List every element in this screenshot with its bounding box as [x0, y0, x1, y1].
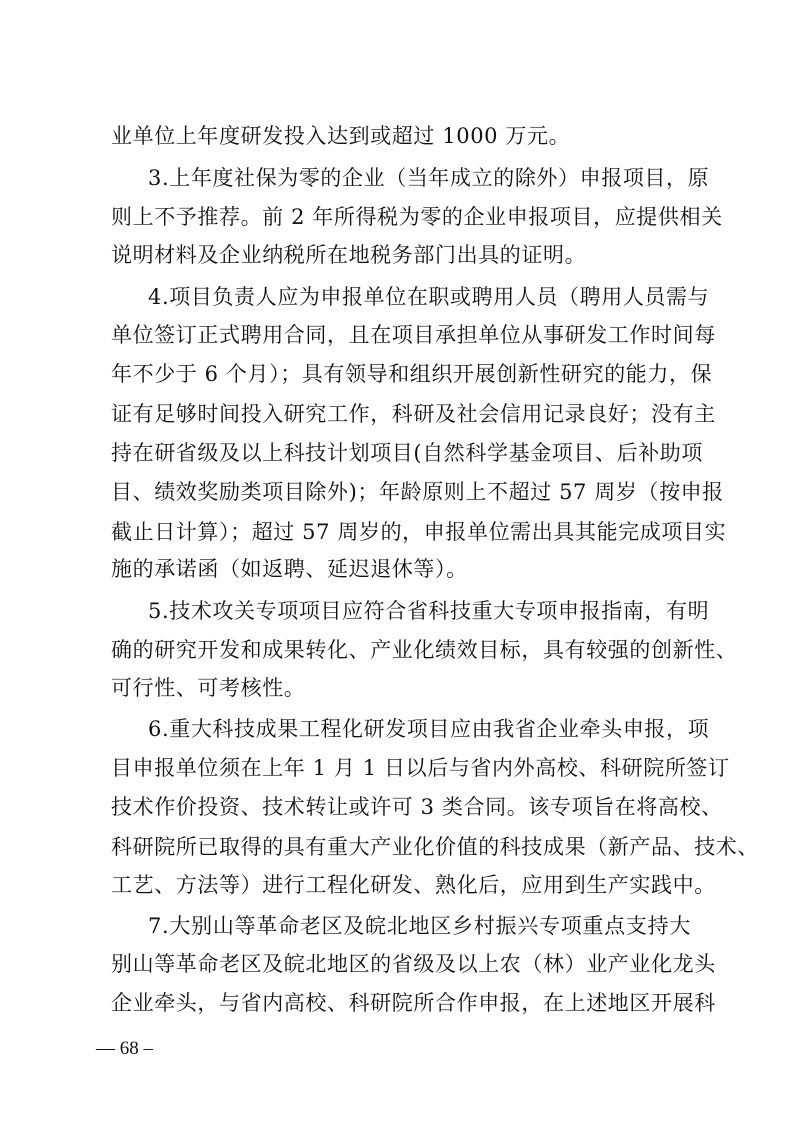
text-line: 说明材料及企业纳税所在地税务部门出具的证明。: [111, 243, 587, 267]
text-line: 施的承诺函（如返聘、延迟退休等）。: [111, 557, 468, 581]
text-line: 年不少于 6 个月）；具有领导和组织开展创新性研究的能力，保: [111, 362, 713, 386]
text-line: 则上不予推荐。前 2 年所得税为零的企业申报项目，应提供相关: [111, 205, 723, 229]
text-line: 截止日计算）；超过 57 周岁的，申报单位需出具其能完成项目实: [111, 520, 727, 544]
text-line: 工艺、方法等）进行工程化研发、熟化后，应用到生产实践中。: [111, 873, 716, 897]
text-line: 科研院所已取得的具有重大产业化价值的科技成果（新产品、技术、: [111, 835, 759, 859]
text-line: 单位签订正式聘用合同，且在项目承担单位从事研发工作时间每: [111, 323, 716, 347]
text-line: 7.大别山等革命老区及皖北地区乡村振兴专项重点支持大: [148, 914, 691, 938]
text-line: 持在研省级及以上科技计划项目(自然科学基金项目、后补助项: [111, 441, 703, 465]
text-line: 业单位上年度研发投入达到或超过 1000 万元。: [111, 124, 571, 148]
text-line: 证有足够时间投入研究工作，科研及社会信用记录良好；没有主: [111, 402, 716, 426]
text-line: 目申报单位须在上年 1 月 1 日以后与省内外高校、科研院所签订: [111, 756, 730, 780]
text-line: 确的研究开发和成果转化、产业化绩效目标，具有较强的创新性、: [111, 638, 738, 662]
page-number: — 68 –: [96, 1038, 153, 1059]
text-line: 4.项目负责人应为申报单位在职或聘用人员（聘用人员需与: [148, 285, 710, 309]
text-line: 5.技术攻关专项项目应符合省科技重大专项申报指南，有明: [148, 599, 710, 623]
text-line: 可行性、可考核性。: [111, 676, 306, 700]
text-line: 技术作价投资、技术转让或许可 3 类合同。该专项旨在将高校、: [111, 795, 723, 819]
text-line: 目、绩效奖励类项目除外)；年龄原则上不超过 57 周岁（按申报: [111, 480, 724, 504]
text-line: 6.重大科技成果工程化研发项目应由我省企业牵头申报，项: [148, 717, 710, 741]
text-line: 3.上年度社保为零的企业（当年成立的除外）申报项目，原: [148, 166, 710, 190]
text-line: 别山等革命老区及皖北地区的省级及以上农（林）业产业化龙头: [111, 952, 716, 976]
text-line: 企业牵头，与省内高校、科研院所合作申报，在上述地区开展科: [111, 991, 716, 1015]
